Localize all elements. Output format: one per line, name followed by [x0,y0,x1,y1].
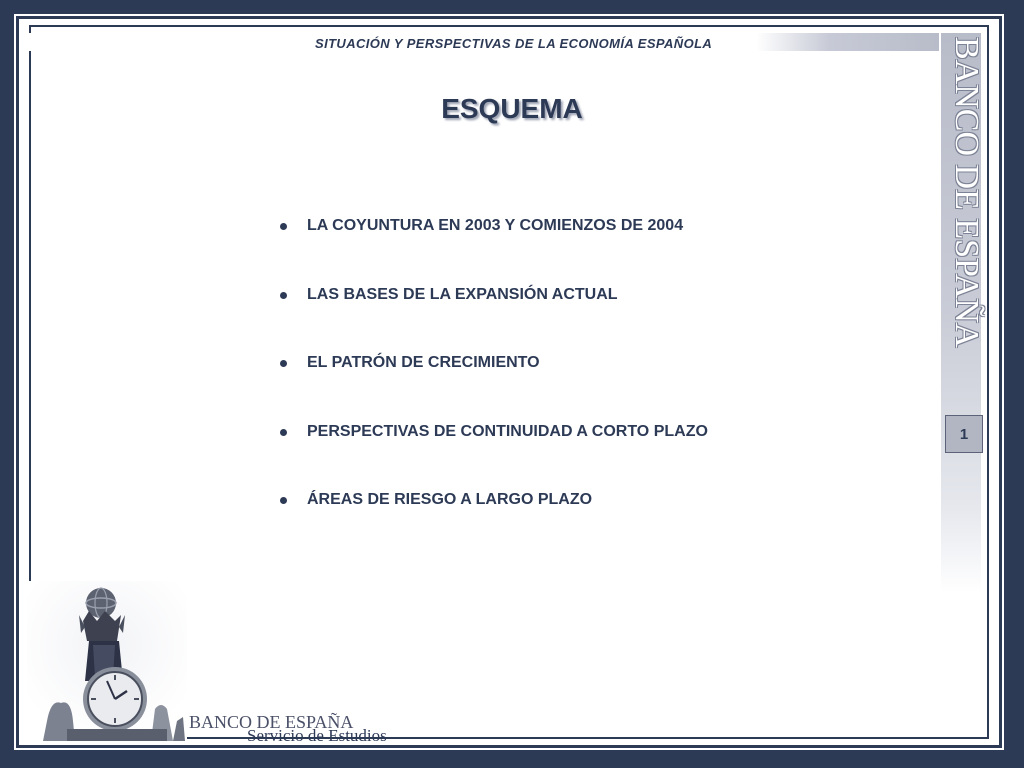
list-item [275,423,708,492]
header-title: SITUACIÓN Y PERSPECTIVAS DE LA ECONOMÍA ESPAÑOLA [315,36,713,51]
list-item [275,286,708,355]
vertical-brand: BANCO DE ESPAÑA [948,37,985,348]
slide [16,16,1002,748]
bullet-icon [280,360,287,367]
bullet-icon [280,223,287,230]
footer-bank-name: BANCO DE ESPAÑA [189,712,354,732]
outline-list [275,217,708,560]
page-number: 1 [945,415,983,453]
page-title: ESQUEMA [441,93,583,124]
bullet-icon [280,292,287,299]
clock-tower-statue-icon [27,581,187,741]
list-item-label: LAS BASES DE LA EXPANSIÓN ACTUAL [307,285,618,303]
list-item-label: PERSPECTIVAS DE CONTINUIDAD A CORTO PLAZO [307,422,708,440]
list-item [275,354,708,423]
list-item-label: ÁREAS DE RIESGO A LARGO PLAZO [307,491,593,508]
list-item-label: EL PATRÓN DE CRECIMIENTO [307,354,540,371]
bullet-icon [280,497,287,504]
list-item [275,491,708,560]
list-item-label: LA COYUNTURA EN 2003 Y COMIENZOS DE 2004 [307,217,684,234]
bullet-icon [280,429,287,436]
footer-department: Servicio de Estudios [247,726,387,745]
list-item [275,217,708,286]
